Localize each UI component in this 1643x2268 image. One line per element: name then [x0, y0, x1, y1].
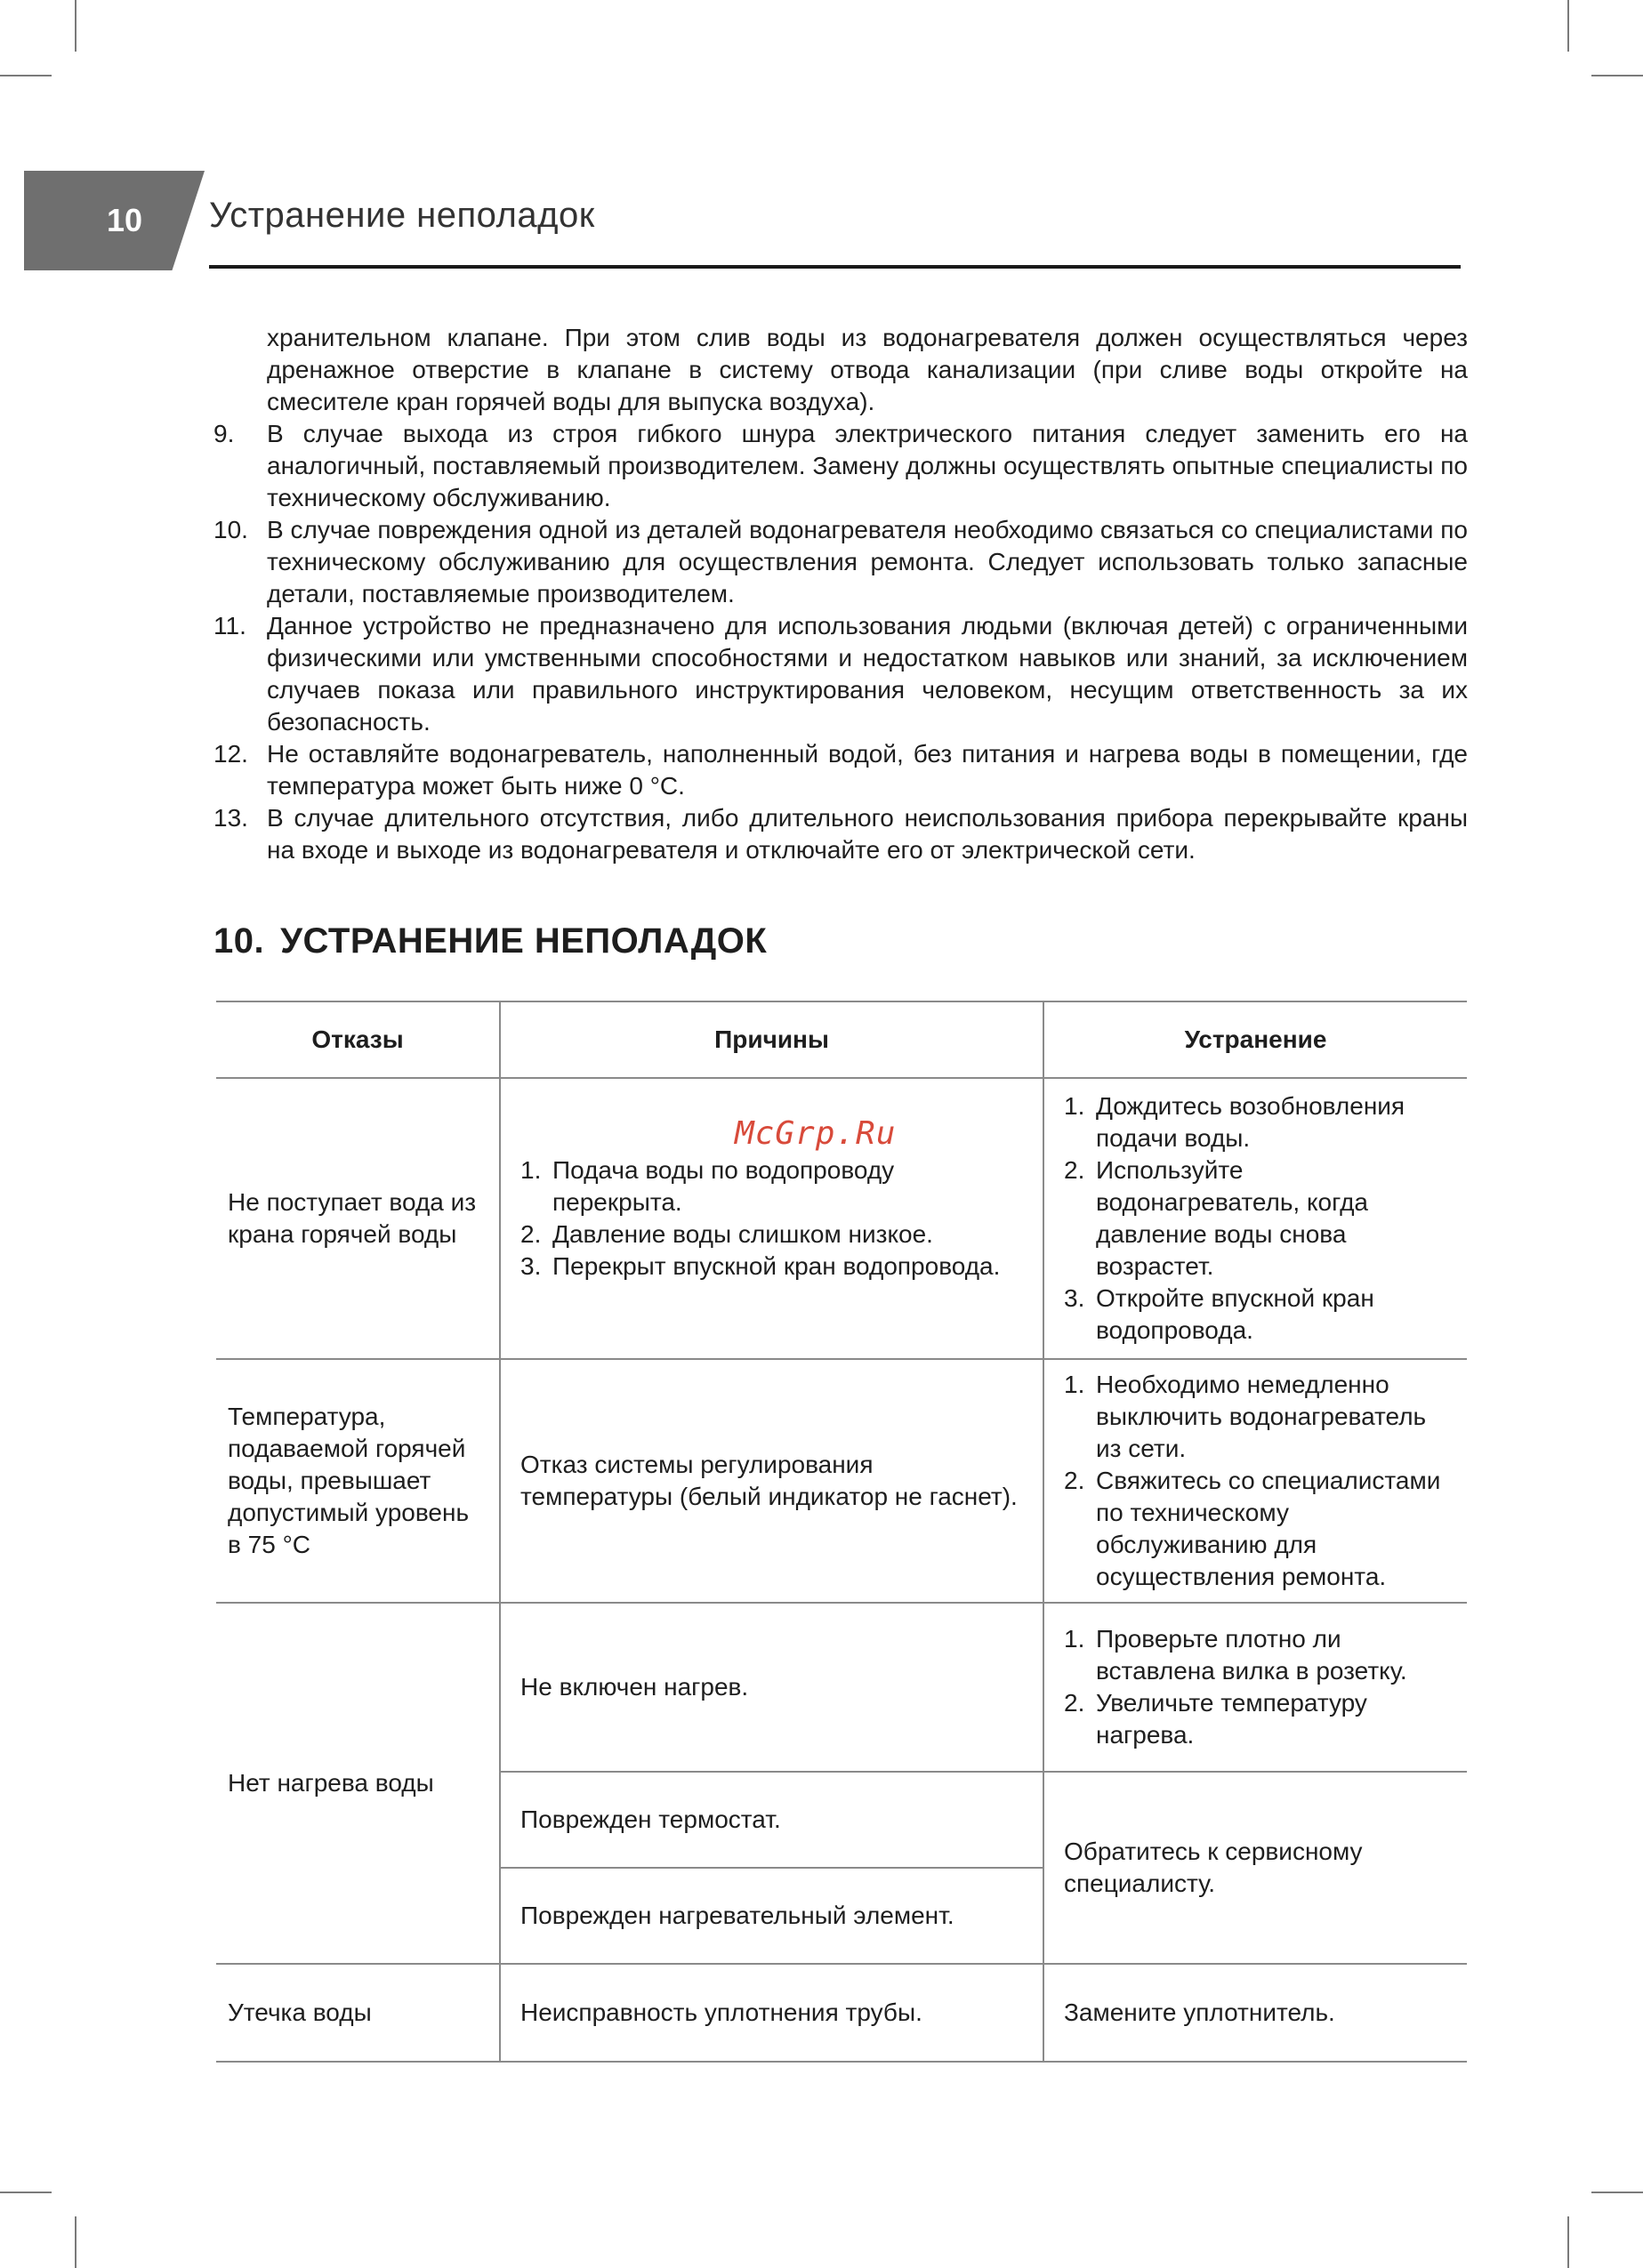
crop-mark [1567, 2216, 1569, 2268]
remedies-cell: Обратитесь к сервисному специалисту. [1043, 1772, 1467, 1964]
crop-mark [1591, 2192, 1643, 2193]
list-item [213, 514, 1468, 610]
causes-cell: Поврежден термостат. [500, 1772, 1043, 1868]
crop-mark [75, 2216, 77, 2268]
list-item-number: 11. [213, 612, 246, 639]
list-item-number: 9. [213, 420, 235, 447]
column-header-faults: Отказы [216, 1001, 500, 1078]
list-item [213, 802, 1468, 866]
remedy-item: 2. Используйте водонагреватель, когда давление воды снова возрастет. [1064, 1156, 1368, 1280]
remedy-item: 1. Дождитесь возобновления подачи воды. [1064, 1092, 1405, 1152]
section-heading [213, 921, 767, 961]
crop-mark [75, 0, 77, 52]
watermark: McGrp.Ru [735, 1115, 897, 1152]
causes-cell: Отказ системы регулирования температуры (белый индикатор не гаснет). [500, 1359, 1043, 1603]
fault-cell: Нет нагрева воды [216, 1603, 500, 1964]
header-rule [209, 265, 1461, 269]
list-item-text: В случае повреждения одной из деталей водонагревателя необходимо связаться со специалистами по техническому обслуживанию для осуществления ремонта. Следует использовать только запасные детали, поставляемые производителем. [267, 516, 1468, 607]
remedies-cell [1043, 1359, 1467, 1603]
list-item [213, 738, 1468, 802]
remedy-item: 3. Откройте впускной кран водопровода. [1064, 1284, 1374, 1344]
remedy-item: 1. Необходимо немедленно выключить водонагреватель из сети. [1064, 1371, 1427, 1462]
crop-mark [1567, 0, 1569, 52]
fault-cell: Не поступает вода из крана горячей воды [216, 1078, 500, 1359]
list-item-number: 10. [213, 516, 248, 543]
list-item-text: Не оставляйте водонагреватель, наполненный водой, без питания и нагрева воды в помещении, где температура может быть ниже 0 °С. [267, 740, 1468, 800]
safety-list [213, 322, 1468, 866]
remedies-cell: Замените уплотнитель. [1043, 1964, 1467, 2062]
causes-cell: Не включен нагрев. [500, 1603, 1043, 1772]
page-number: 10 [107, 202, 143, 238]
troubleshooting-table [216, 1001, 1467, 2063]
list-item-text: Данное устройство не предназначено для использования людьми (включая детей) с ограниченными физическими или умственными способностями и недостатком навыков или знаний, за исключением случаев показа или правильного инструктирования человеком, несущим ответственность за их безопасность. [267, 612, 1468, 736]
list-item-text: хранительном клапане. При этом слив воды из водонагревателя должен осуществляться через дренажное отверстие в клапане в систему отвода канализации (при сливе воды откройте на смесителе кран горячей воды для выпуска воздуха). [267, 324, 1468, 415]
column-header-causes: Причины [500, 1001, 1043, 1078]
list-item-number: 12. [213, 740, 248, 768]
remedy-item: 2. Увеличьте температуру нагрева. [1064, 1689, 1367, 1749]
causes-cell: Неисправность уплотнения трубы. [500, 1964, 1043, 2062]
table-row [216, 1359, 1467, 1603]
list-item [213, 418, 1468, 514]
cause-item: 1. Подача воды по водопроводу перекрыта. [520, 1156, 895, 1216]
remedy-item: 2. Свяжитесь со специалистами по техническому обслуживанию для осуществления ремонта. [1064, 1467, 1441, 1590]
list-item-number: 13. [213, 804, 248, 832]
section-number: 10. [213, 921, 265, 961]
list-item [213, 322, 1468, 418]
list-item [213, 610, 1468, 738]
remedies-cell [1043, 1603, 1467, 1772]
section-title: УСТРАНЕНИЕ НЕПОЛАДОК [280, 921, 768, 961]
table-row [216, 1603, 1467, 1772]
crop-mark [0, 75, 52, 76]
list-item-text: В случае выхода из строя гибкого шнура электрического питания следует заменить его на аналогичный, поставляемый производителем. Замену должны осуществлять опытные специалисты по техническому обслуживанию. [267, 420, 1468, 511]
fault-cell: Температура, подаваемой горячей воды, превышает допустимый уровень в 75 °С [216, 1359, 500, 1603]
running-title: Устранение неполадок [209, 196, 595, 235]
list-item-text: В случае длительного отсутствия, либо длительного неиспользования прибора перекрывайте краны на входе и выходе из водонагревателя и отключайте его от электрической сети. [267, 804, 1468, 864]
cause-item: 3. Перекрыт впускной кран водопровода. [520, 1252, 1001, 1280]
causes-cell: Поврежден нагревательный элемент. [500, 1868, 1043, 1964]
table-header-row [216, 1001, 1467, 1078]
crop-mark [1591, 75, 1643, 76]
column-header-remedies: Устранение [1043, 1001, 1467, 1078]
cause-item: 2. Давление воды слишком низкое. [520, 1220, 933, 1248]
table-row [216, 1964, 1467, 2062]
fault-cell: Утечка воды [216, 1964, 500, 2062]
crop-mark [0, 2192, 52, 2193]
remedy-item: 1. Проверьте плотно ли вставлена вилка в розетку. [1064, 1625, 1407, 1685]
remedies-cell [1043, 1078, 1467, 1359]
